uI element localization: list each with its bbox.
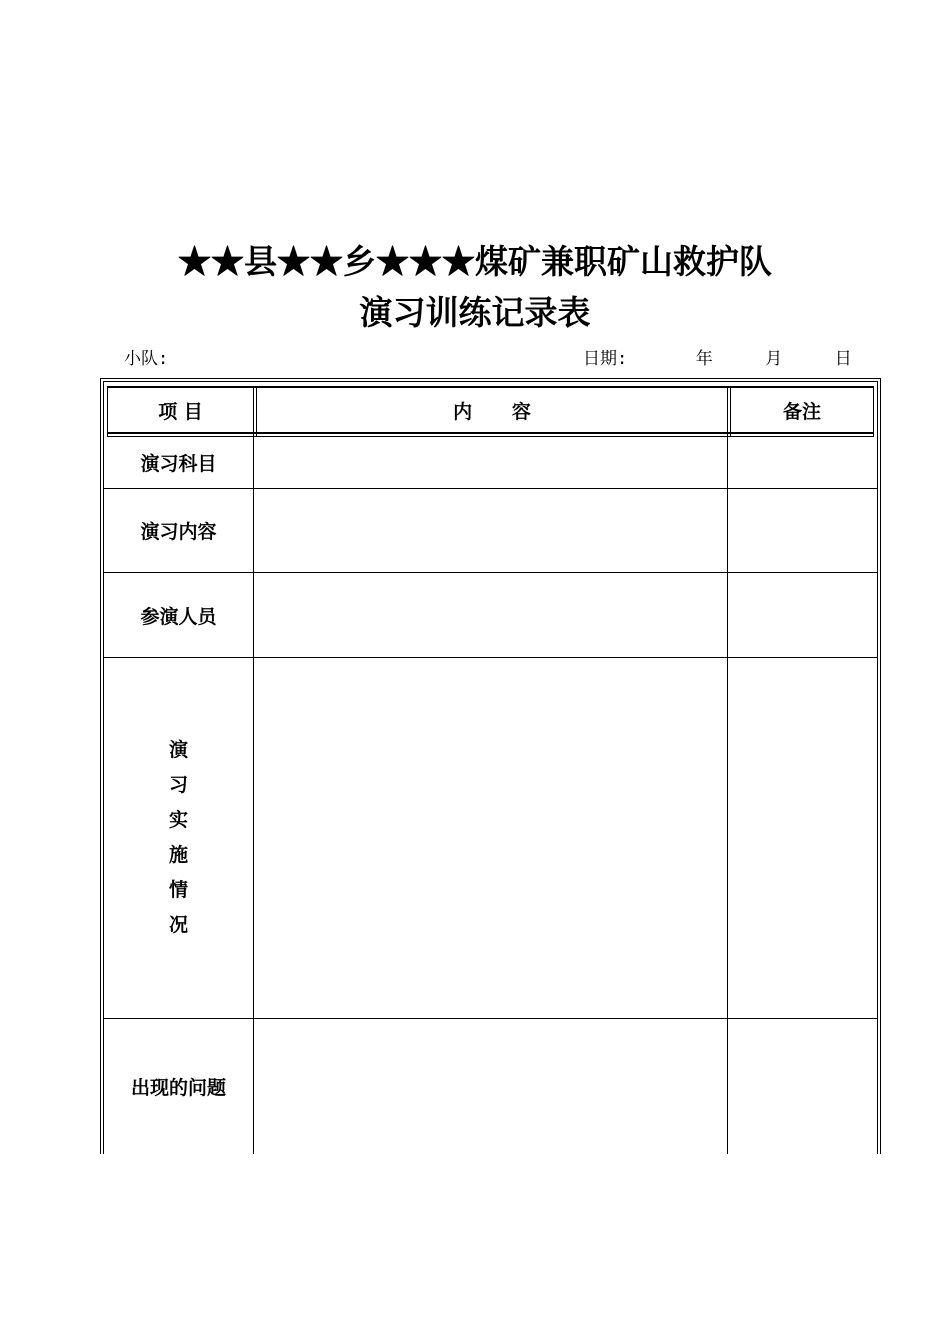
participants-remark-cell[interactable] [728, 573, 873, 657]
row-label-drill-implementation [104, 658, 253, 1018]
drill-content-remark-cell[interactable] [728, 489, 873, 572]
row-label-drill-subject: 演习科目 [140, 453, 217, 475]
implementation-content-cell[interactable] [254, 658, 727, 1018]
row-label-char: 习 [168, 774, 188, 796]
row-label-char: 施 [168, 844, 188, 866]
date-line [583, 344, 852, 369]
row-label-char: 况 [168, 914, 188, 936]
header-right-inner [873, 386, 874, 436]
header-bottom-border-1 [107, 432, 874, 434]
row-label-char: 情 [168, 879, 188, 901]
header-item: 项 目 [158, 400, 203, 423]
day-label: 日 [834, 349, 852, 369]
row-label-drill-content: 演习内容 [140, 521, 217, 543]
document-title-line1: ★★县★★乡★★★煤矿兼职矿山救护队 [178, 242, 772, 281]
month-label: 月 [765, 349, 783, 369]
row-label-participants: 参演人员 [140, 605, 217, 628]
year-label: 年 [695, 349, 713, 369]
document-title-line2: 演习训练记录表 [359, 293, 591, 332]
drill-subject-remark-cell[interactable] [728, 437, 873, 488]
problems-remark-cell[interactable] [728, 1019, 873, 1154]
drill-subject-content-cell[interactable] [254, 437, 727, 488]
drill-content-content-cell[interactable] [254, 489, 727, 572]
header-remark: 备注 [782, 400, 821, 423]
row-label-char: 实 [168, 809, 188, 831]
row-label-problems: 出现的问题 [130, 1077, 226, 1099]
problems-content-cell[interactable] [254, 1019, 727, 1154]
date-label: 日期: [583, 349, 628, 369]
row-label-char: 演 [168, 739, 188, 761]
implementation-remark-cell[interactable] [728, 658, 873, 1018]
participants-content-cell[interactable] [254, 573, 727, 657]
header-content: 内 容 [453, 400, 531, 423]
squad-label: 小队: [124, 349, 169, 369]
